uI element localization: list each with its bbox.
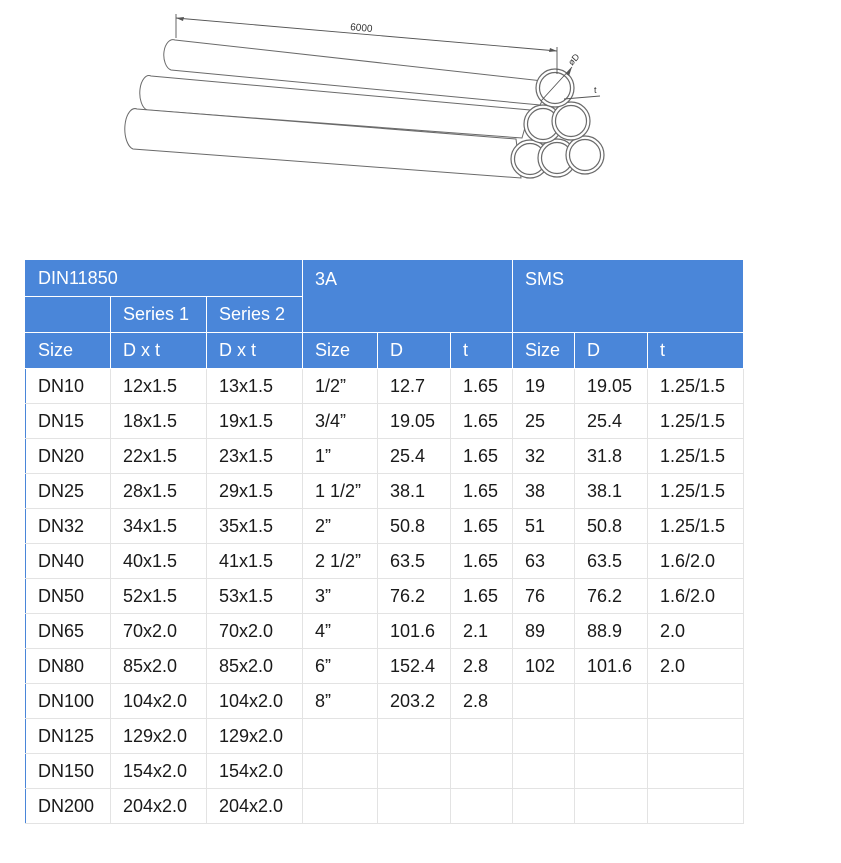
din11850-group-header: DIN11850 xyxy=(26,261,303,297)
table-row xyxy=(26,579,744,614)
table-cell: 52x1.5 xyxy=(111,579,207,614)
table-cell: 8” xyxy=(303,684,378,719)
table-cell: 129x2.0 xyxy=(111,719,207,754)
table-cell: 152.4 xyxy=(378,649,451,684)
table-cell: 2.8 xyxy=(451,684,513,719)
table-cell: 53x1.5 xyxy=(207,579,303,614)
table-cell xyxy=(648,789,744,824)
table-cell: 154x2.0 xyxy=(111,754,207,789)
table-cell: 89 xyxy=(513,614,575,649)
column-header: Size xyxy=(513,333,575,369)
table-cell: 25.4 xyxy=(575,404,648,439)
table-cell: 1.25/1.5 xyxy=(648,369,744,404)
column-header: Size xyxy=(303,333,378,369)
table-cell: DN65 xyxy=(26,614,111,649)
table-cell: 76 xyxy=(513,579,575,614)
table-cell: 29x1.5 xyxy=(207,474,303,509)
table-cell xyxy=(303,754,378,789)
table-row xyxy=(26,754,744,789)
table-cell: 2 1/2” xyxy=(303,544,378,579)
table-cell: 40x1.5 xyxy=(111,544,207,579)
table-cell: 6” xyxy=(303,649,378,684)
table-cell: 204x2.0 xyxy=(111,789,207,824)
table-row xyxy=(26,789,744,824)
table-cell: 31.8 xyxy=(575,439,648,474)
series-1-header: Series 1 xyxy=(111,297,207,333)
pipe-bundle-drawing xyxy=(0,0,841,200)
column-header: D xyxy=(378,333,451,369)
table-cell: DN150 xyxy=(26,754,111,789)
table-cell xyxy=(378,789,451,824)
table-cell: 1.65 xyxy=(451,474,513,509)
pipe-size-table xyxy=(25,260,744,824)
table-cell xyxy=(575,719,648,754)
column-header: t xyxy=(451,333,513,369)
table-row xyxy=(26,439,744,474)
table-cell: 28x1.5 xyxy=(111,474,207,509)
table-cell: 1 1/2” xyxy=(303,474,378,509)
table-cell: 1.65 xyxy=(451,404,513,439)
table-cell: 204x2.0 xyxy=(207,789,303,824)
column-header: D xyxy=(575,333,648,369)
table-cell xyxy=(575,754,648,789)
table-cell: 12x1.5 xyxy=(111,369,207,404)
table-cell: 63.5 xyxy=(575,544,648,579)
table-cell: 41x1.5 xyxy=(207,544,303,579)
table-cell: DN200 xyxy=(26,789,111,824)
table-cell: 22x1.5 xyxy=(111,439,207,474)
table-row xyxy=(26,509,744,544)
column-header: D x t xyxy=(111,333,207,369)
table-cell: 50.8 xyxy=(575,509,648,544)
table-row xyxy=(26,649,744,684)
table-cell: 2.8 xyxy=(451,649,513,684)
table-cell: 1.25/1.5 xyxy=(648,509,744,544)
series-2-header: Series 2 xyxy=(207,297,303,333)
table-cell: 63.5 xyxy=(378,544,451,579)
table-cell: 25 xyxy=(513,404,575,439)
table-cell xyxy=(648,719,744,754)
table-cell: 85x2.0 xyxy=(207,649,303,684)
table-cell: DN40 xyxy=(26,544,111,579)
series-spacer-cell xyxy=(26,297,111,333)
table-cell: 38.1 xyxy=(378,474,451,509)
table-cell xyxy=(575,684,648,719)
table-cell: 3/4” xyxy=(303,404,378,439)
table-cell xyxy=(575,789,648,824)
table-cell: 1.65 xyxy=(451,439,513,474)
table-cell: 38.1 xyxy=(575,474,648,509)
length-dimension-label: 6000 xyxy=(349,22,373,35)
diameter-dimension-label: øD xyxy=(566,51,582,68)
table-row xyxy=(26,684,744,719)
table-cell: 12.7 xyxy=(378,369,451,404)
table-cell: 19.05 xyxy=(378,404,451,439)
table-cell: 203.2 xyxy=(378,684,451,719)
table-cell: 1.65 xyxy=(451,509,513,544)
table-row xyxy=(26,719,744,754)
table-cell: 13x1.5 xyxy=(207,369,303,404)
table-cell: 101.6 xyxy=(378,614,451,649)
column-header: Size xyxy=(26,333,111,369)
table-cell xyxy=(451,719,513,754)
table-cell: 2.1 xyxy=(451,614,513,649)
table-cell: 23x1.5 xyxy=(207,439,303,474)
table-row xyxy=(26,474,744,509)
table-cell: 1.6/2.0 xyxy=(648,579,744,614)
table-cell: DN20 xyxy=(26,439,111,474)
table-cell: DN100 xyxy=(26,684,111,719)
column-header: D x t xyxy=(207,333,303,369)
table-cell: 1.25/1.5 xyxy=(648,474,744,509)
table-cell: 1.65 xyxy=(451,579,513,614)
column-header-row xyxy=(26,333,744,369)
column-header: t xyxy=(648,333,744,369)
table-cell: 1.6/2.0 xyxy=(648,544,744,579)
table-cell: DN125 xyxy=(26,719,111,754)
table-cell: 63 xyxy=(513,544,575,579)
table-cell: 1” xyxy=(303,439,378,474)
table-cell: 129x2.0 xyxy=(207,719,303,754)
table-cell: 104x2.0 xyxy=(111,684,207,719)
table-cell: 3” xyxy=(303,579,378,614)
table-cell: 76.2 xyxy=(575,579,648,614)
table-cell: 34x1.5 xyxy=(111,509,207,544)
table-cell: 50.8 xyxy=(378,509,451,544)
table-cell xyxy=(378,754,451,789)
table-cell: 70x2.0 xyxy=(207,614,303,649)
table-body xyxy=(26,369,744,824)
table-cell: 1.65 xyxy=(451,544,513,579)
table-cell: 51 xyxy=(513,509,575,544)
table-cell: 25.4 xyxy=(378,439,451,474)
table-cell xyxy=(303,719,378,754)
table-cell xyxy=(513,719,575,754)
table-cell: 19.05 xyxy=(575,369,648,404)
table-cell xyxy=(378,719,451,754)
table-cell: 2.0 xyxy=(648,614,744,649)
table-cell: 35x1.5 xyxy=(207,509,303,544)
table-row xyxy=(26,614,744,649)
table-cell: DN15 xyxy=(26,404,111,439)
table-cell: 88.9 xyxy=(575,614,648,649)
table-cell xyxy=(648,684,744,719)
thickness-dimension-label: t xyxy=(594,85,597,95)
table-cell: 154x2.0 xyxy=(207,754,303,789)
table-cell: DN25 xyxy=(26,474,111,509)
table-cell: 2.0 xyxy=(648,649,744,684)
table-cell: DN32 xyxy=(26,509,111,544)
table-cell: 1/2” xyxy=(303,369,378,404)
table-cell: 2” xyxy=(303,509,378,544)
table-cell: 85x2.0 xyxy=(111,649,207,684)
table-row xyxy=(26,544,744,579)
table-cell: 104x2.0 xyxy=(207,684,303,719)
table-cell: 4” xyxy=(303,614,378,649)
table-cell: DN50 xyxy=(26,579,111,614)
table-cell: 1.25/1.5 xyxy=(648,404,744,439)
table-cell: 1.65 xyxy=(451,369,513,404)
table-cell xyxy=(513,789,575,824)
table-cell: 18x1.5 xyxy=(111,404,207,439)
3a-group-header: 3A xyxy=(303,261,513,333)
table-cell: 38 xyxy=(513,474,575,509)
table-cell: 101.6 xyxy=(575,649,648,684)
table-cell xyxy=(513,754,575,789)
table-cell: 32 xyxy=(513,439,575,474)
table-cell: 19 xyxy=(513,369,575,404)
table-row xyxy=(26,369,744,404)
table-cell xyxy=(513,684,575,719)
table-cell xyxy=(303,789,378,824)
table-cell xyxy=(451,754,513,789)
table-cell: 76.2 xyxy=(378,579,451,614)
table-cell: DN10 xyxy=(26,369,111,404)
table-row xyxy=(26,404,744,439)
table-cell: 1.25/1.5 xyxy=(648,439,744,474)
table-cell xyxy=(648,754,744,789)
table-cell: DN80 xyxy=(26,649,111,684)
table-cell: 70x2.0 xyxy=(111,614,207,649)
table-cell: 102 xyxy=(513,649,575,684)
table-cell: 19x1.5 xyxy=(207,404,303,439)
sms-group-header: SMS xyxy=(513,261,744,333)
table-cell xyxy=(451,789,513,824)
